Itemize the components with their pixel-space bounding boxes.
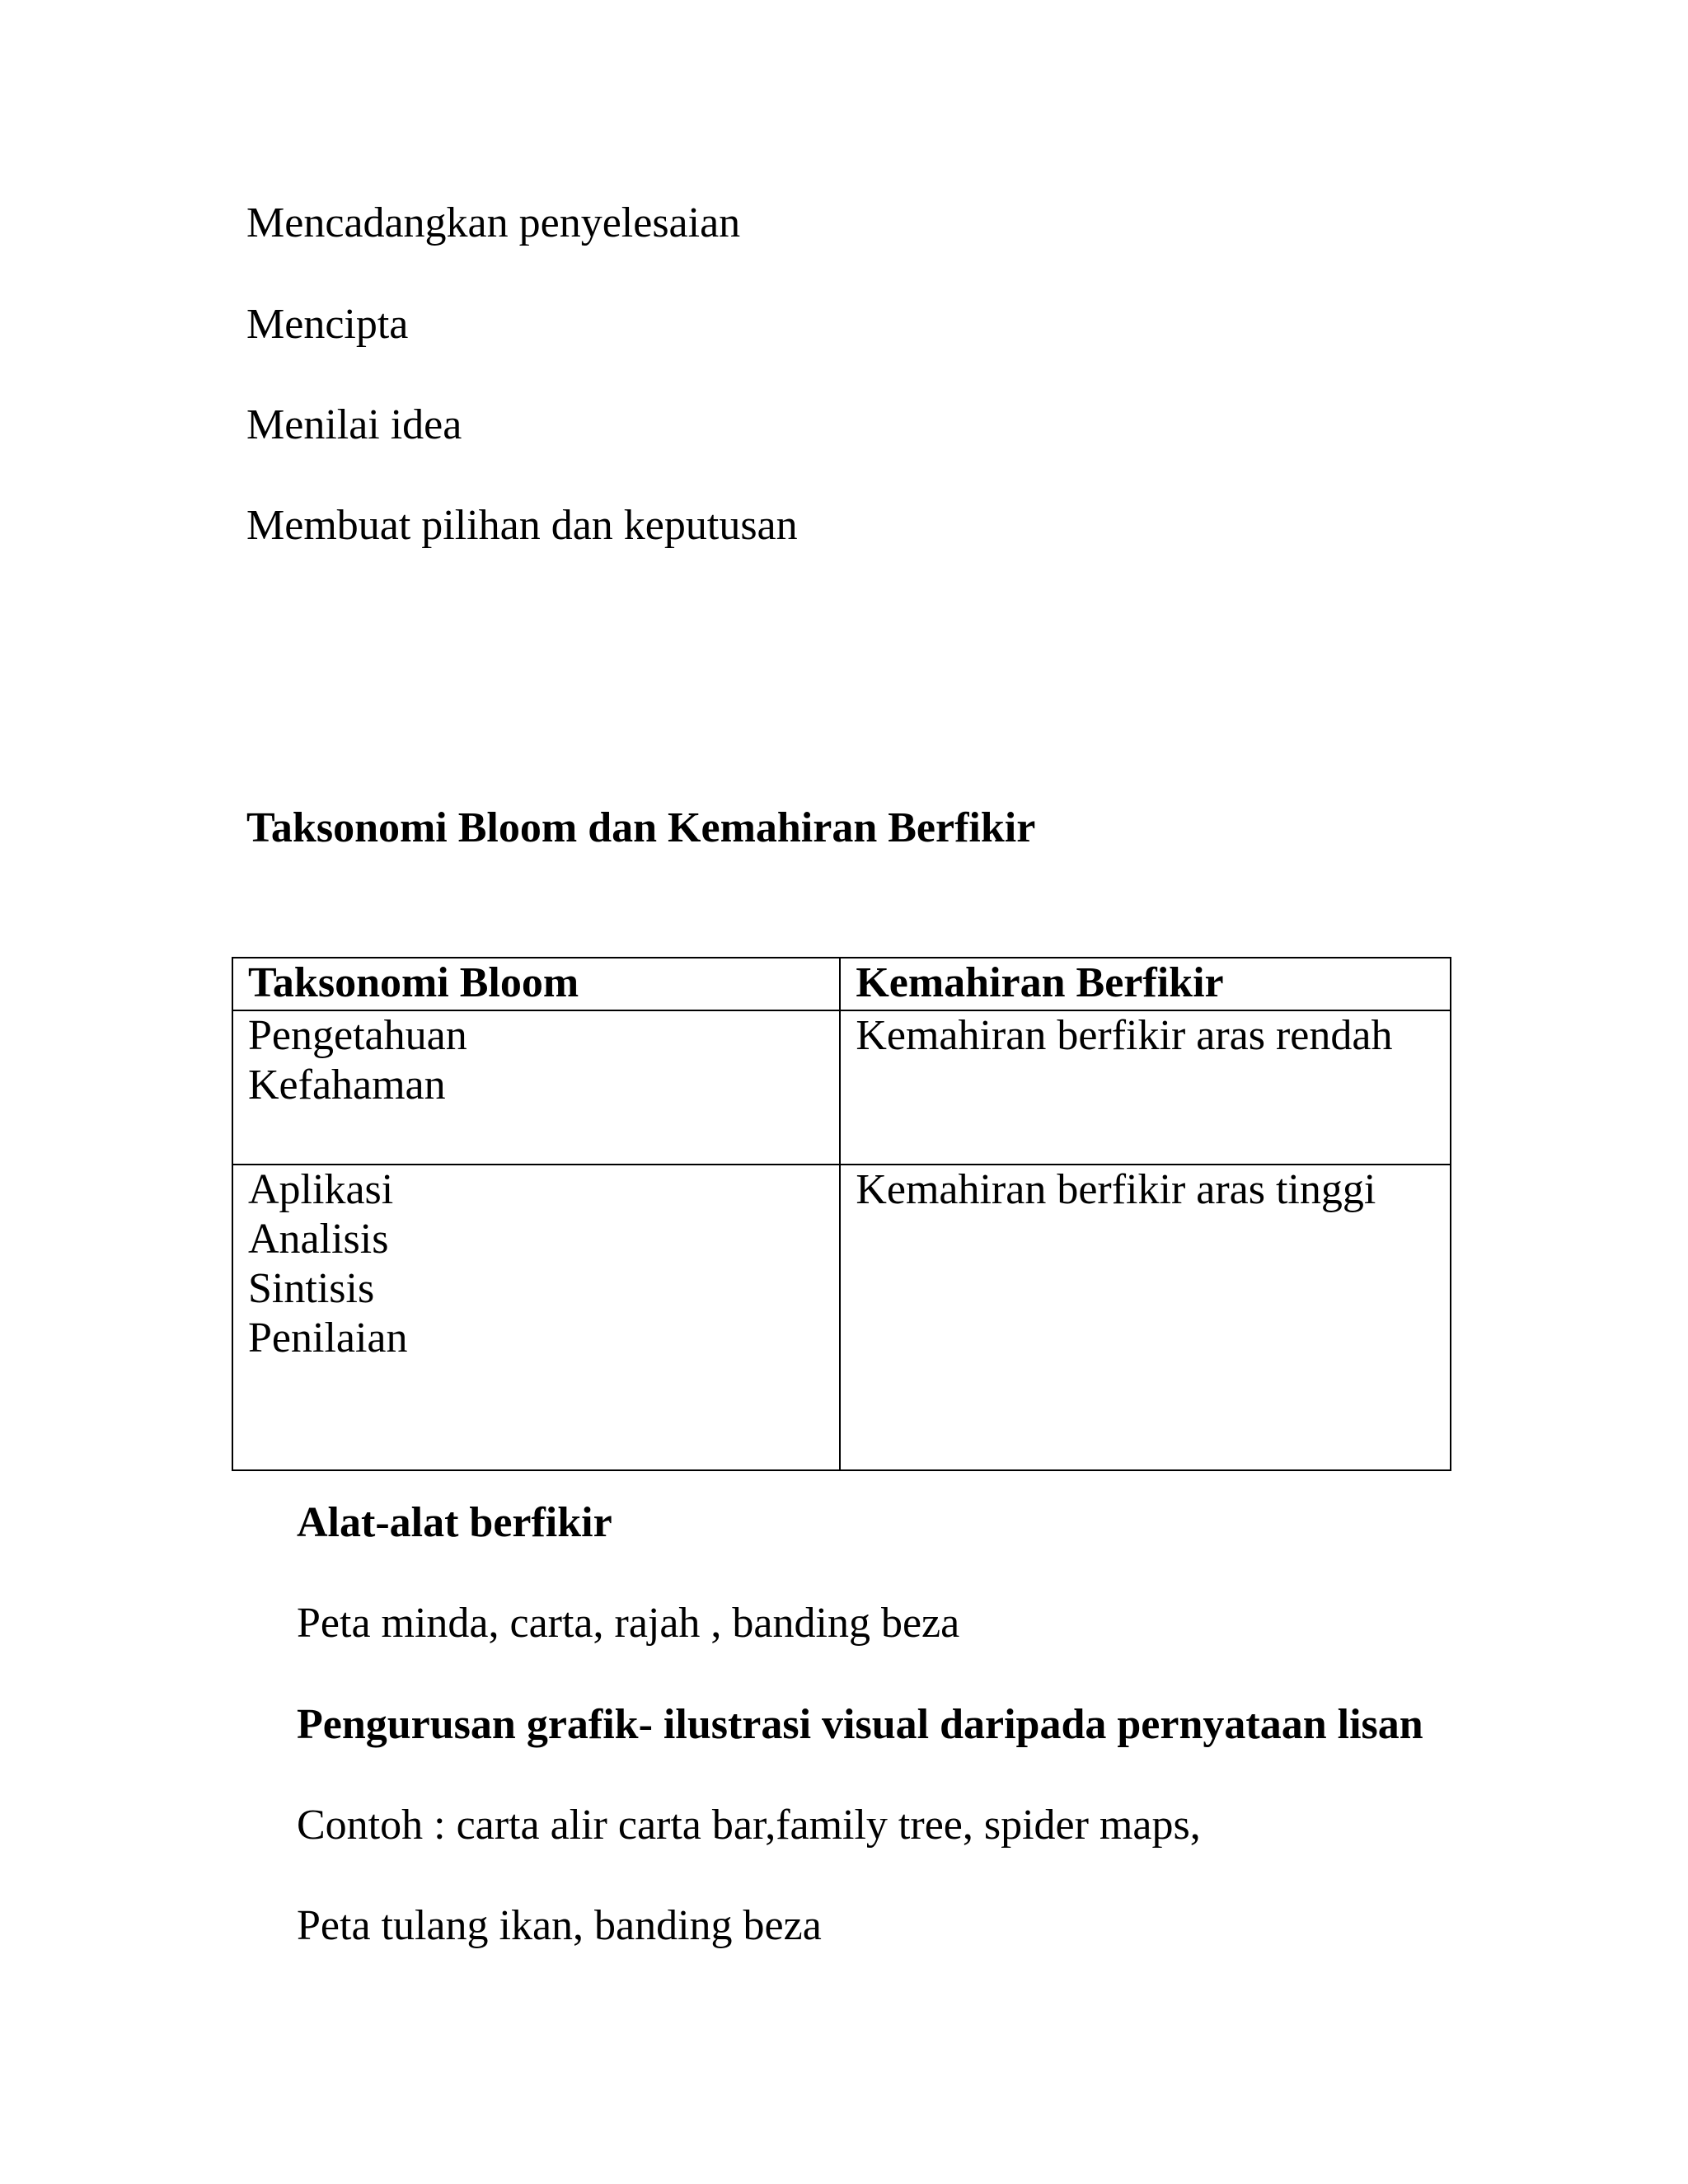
graphics-heading: Pengurusan grafik- ilustrasi visual daripada pernyataan lisan (297, 1701, 1423, 1748)
header-kemahiran-berfikir: Kemahiran Berfikir (840, 958, 1451, 1010)
bloom-levels-cell (232, 1165, 840, 1470)
bloom-level: Aplikasi (248, 1166, 394, 1213)
intro-item-2: Mencipta (246, 301, 409, 348)
thinking-level-cell: Kemahiran berfikir aras rendah (840, 1010, 1451, 1165)
tools-heading: Alat-alat berfikir (297, 1499, 612, 1546)
intro-item-4: Membuat pilihan dan keputusan (246, 502, 798, 549)
bloom-level: Analisis (248, 1216, 389, 1263)
thinking-level-cell: Kemahiran berfikir aras tinggi (840, 1165, 1451, 1470)
table-row (232, 1010, 1451, 1165)
section-title: Taksonomi Bloom dan Kemahiran Berfikir (246, 804, 1036, 851)
table-header-row (232, 958, 1451, 1010)
intro-item-1: Mencadangkan penyelesaian (246, 199, 741, 246)
header-taksonomi-bloom: Taksonomi Bloom (232, 958, 840, 1010)
bloom-level: Penilaian (248, 1315, 408, 1361)
graphics-example-cont: Peta tulang ikan, banding beza (297, 1902, 822, 1949)
bloom-table (232, 957, 1451, 1471)
graphics-example: Contoh : carta alir carta bar,family tree, spider maps, (297, 1802, 1201, 1849)
table-row (232, 1165, 1451, 1470)
bloom-levels-cell (232, 1010, 840, 1165)
intro-item-3: Menilai idea (246, 401, 462, 448)
bloom-level: Kefahaman (248, 1062, 446, 1108)
bloom-level: Pengetahuan (248, 1012, 467, 1059)
bloom-level: Sintisis (248, 1265, 375, 1312)
tools-text: Peta minda, carta, rajah , banding beza (297, 1600, 960, 1647)
